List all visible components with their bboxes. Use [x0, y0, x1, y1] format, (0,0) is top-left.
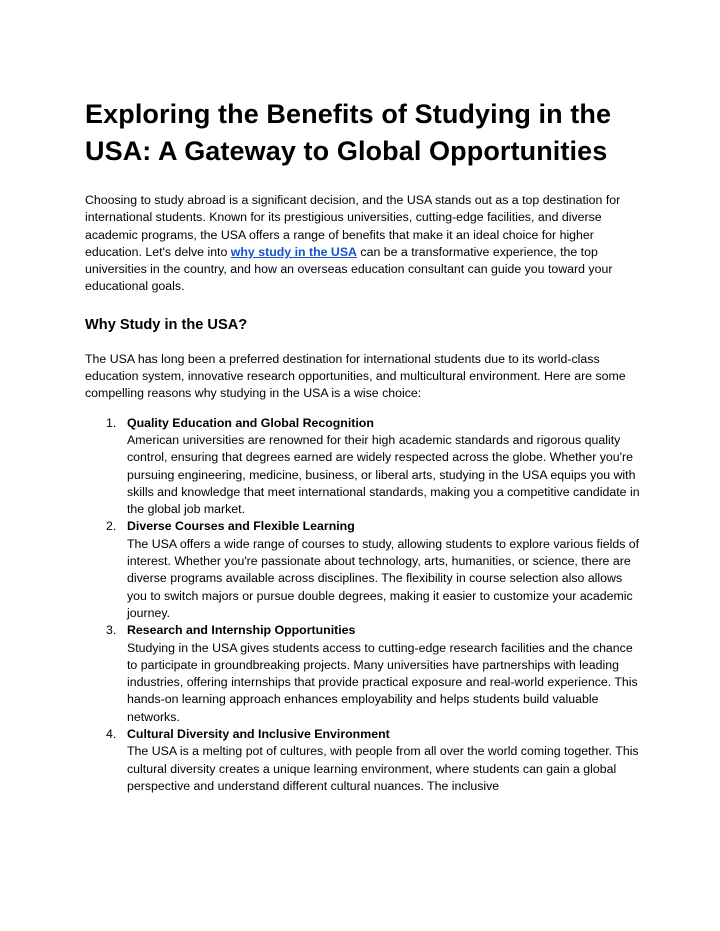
list-item-number: 1. [106, 415, 117, 430]
list-item-title: Research and Internship Opportunities [127, 623, 356, 638]
list-item [85, 726, 645, 795]
why-study-usa-link[interactable]: why study in the USA [230, 244, 357, 259]
list-item-body: Studying in the USA gives students access to cutting-edge research facilities and the chance to participate in groundbreaking projects. Many universities have partnerships with leading industries, offering internships that provide practical exposure and real-world experience. This hands-on learning approach enhances employability and helps students build valuable networks. [127, 640, 638, 724]
section-heading: Why Study in the USA? [85, 316, 248, 333]
list-item [85, 622, 645, 726]
list-item-body: The USA offers a wide range of courses to study, allowing students to explore various fields of interest. Whether you're passionate about technology, arts, humanities, or science, there are diverse programs available across disciplines. The flexibility in course selection also allows you to switch majors or pursue double degrees, making it easier to customize your academic journey. [127, 536, 640, 620]
intro-paragraph [85, 192, 645, 296]
list-item [85, 415, 645, 519]
page-title: Exploring the Benefits of Studying in the USA: A Gateway to Global Opportunities [85, 99, 612, 166]
list-item-number: 2. [106, 519, 117, 534]
list-item-number: 3. [106, 623, 117, 638]
list-item-number: 4. [106, 727, 117, 742]
intro-text-before-link: Choosing to study abroad is a significant decision, and the USA stands out as a top destination for international students. Known for its prestigious universities, cutting-edge facilities, and diverse academic programs, the USA offers a range of benefits that make it an ideal choice for higher education. Let's delve into [85, 193, 621, 259]
list-item [85, 518, 645, 622]
list-item-title: Quality Education and Global Recognition [127, 415, 374, 430]
list-item-body: The USA is a melting pot of cultures, with people from all over the world coming together. This cultural diversity creates a unique learning environment, where students can gain a global perspective and understand different cultural nuances. The inclusive [127, 744, 639, 793]
document-page [85, 96, 645, 795]
list-item-title: Diverse Courses and Flexible Learning [127, 519, 355, 534]
intro-text-after-link: can be a transformative experience, the top universities in the country, and how an overseas education consultant can guide you toward your educational goals. [85, 244, 613, 294]
section-lead-paragraph: The USA has long been a preferred destination for international students due to its world-class education system, innovative research opportunities, and multicultural environment. Here are some compelling reasons why studying in the USA is a wise choice: [85, 351, 626, 401]
list-item-title: Cultural Diversity and Inclusive Environment [127, 727, 390, 742]
list-item-body: American universities are renowned for their high academic standards and rigorous quality control, ensuring that degrees earned are widely respected across the globe. Whether you're pursuing engineering, medicine, business, or liberal arts, studying in the USA equips you with skills and knowledge that meet international standards, making you a competitive candidate in the global job market. [127, 432, 640, 517]
benefits-list [85, 415, 645, 796]
